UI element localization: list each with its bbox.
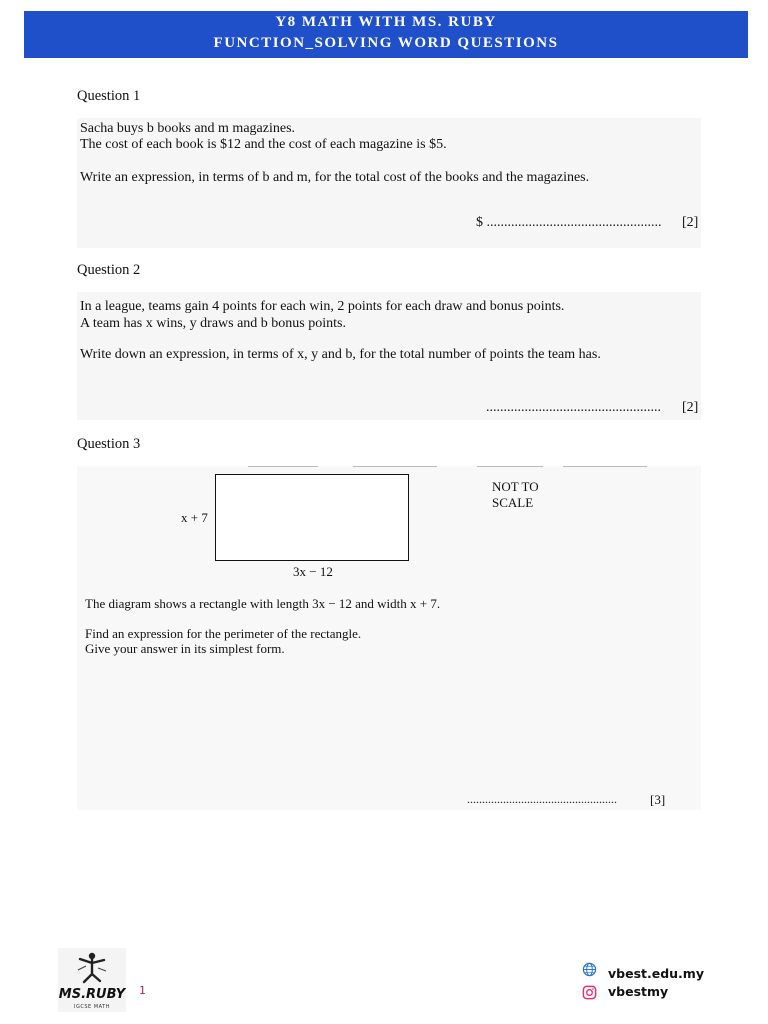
- q1-marks: [2]: [682, 215, 699, 230]
- question-1-box: [77, 118, 701, 248]
- q2-line-3: Write down an expression, in terms of x, y and b, for the total number of points the team has.: [80, 347, 601, 362]
- instagram-handle[interactable]: vbestmy: [608, 984, 669, 999]
- rectangle-width-label: x + 7: [181, 510, 208, 525]
- divider: [563, 466, 647, 467]
- question-2-title: Question 2: [77, 262, 141, 278]
- q3-line-2: Find an expression for the perimeter of the rectangle.: [85, 626, 362, 641]
- rectangle-diagram: [215, 474, 409, 561]
- page-number: 1: [139, 984, 146, 997]
- q2-marks: [2]: [682, 400, 699, 415]
- svg-text:IGCSE MATH: IGCSE MATH: [74, 1004, 110, 1010]
- q2-answer-line: ..................................................: [486, 400, 661, 415]
- header-subtitle: FUNCTION_SOLVING WORD QUESTIONS: [213, 35, 559, 51]
- ms-ruby-logo: [58, 948, 126, 1012]
- q3-marks: [3]: [650, 792, 666, 807]
- page-header: [24, 11, 748, 58]
- not-to-scale-label: NOT TO: [492, 479, 539, 494]
- globe-icon: [582, 962, 597, 977]
- header-title: Y8 MATH WITH MS. RUBY: [275, 14, 497, 30]
- website-link[interactable]: vbest.edu.my: [608, 966, 704, 981]
- q3-answer-line: ..................................................: [467, 792, 617, 806]
- svg-text:MS.RUBY: MS.RUBY: [58, 987, 126, 1002]
- question-2-box: [77, 292, 701, 420]
- q2-line-1: In a league, teams gain 4 points for each win, 2 points for each draw and bonus points.: [80, 299, 565, 314]
- divider: [353, 466, 437, 467]
- rectangle-length-label: 3x − 12: [293, 564, 333, 579]
- logo-figure-icon: [58, 948, 126, 1012]
- q2-line-2: A team has x wins, y draws and b bonus points.: [80, 316, 346, 331]
- q3-line-3: Give your answer in its simplest form.: [85, 641, 285, 656]
- q1-line-2: The cost of each book is $12 and the cost of each magazine is $5.: [80, 137, 447, 152]
- q1-line-1: Sacha buys b books and m magazines.: [80, 121, 296, 136]
- q3-line-1: The diagram shows a rectangle with length 3x − 12 and width x + 7.: [85, 596, 441, 611]
- instagram-icon: [582, 985, 597, 1000]
- divider: [248, 466, 318, 467]
- q1-line-3: Write an expression, in terms of b and m, for the total cost of the books and the magazines.: [80, 170, 590, 185]
- question-3-title: Question 3: [77, 436, 141, 452]
- question-1-title: Question 1: [77, 88, 141, 104]
- q1-answer-line: $ ..................................................: [476, 215, 662, 230]
- not-to-scale-label-2: SCALE: [492, 495, 534, 510]
- divider: [477, 466, 543, 467]
